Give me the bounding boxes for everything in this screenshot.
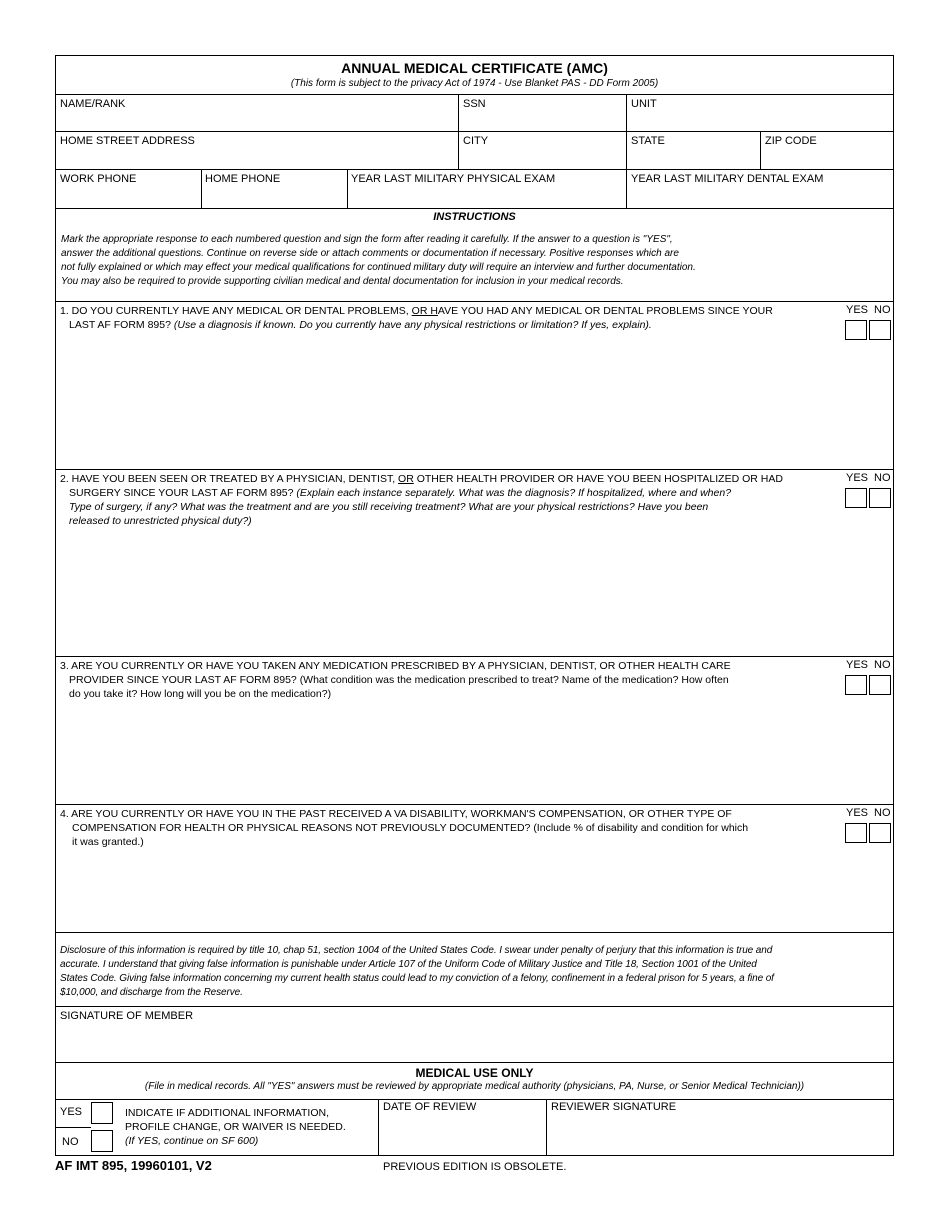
q1-yes-checkbox[interactable] [845,320,867,340]
form-id: AF IMT 895, 19960101, V2 [55,1158,212,1173]
date-review-field[interactable] [379,1114,546,1154]
reviewer-signature-label: REVIEWER SIGNATURE [551,1101,677,1113]
q2-yes-label: YES [846,472,869,484]
name-rank-label: NAME/RANK [60,98,126,110]
q4-no-checkbox[interactable] [869,823,891,843]
q4-yes-label: YES [846,807,869,819]
city-field[interactable] [459,146,626,168]
city-label: CITY [463,135,489,147]
q3-answer-area[interactable] [56,706,836,801]
home-street-label: HOME STREET ADDRESS [60,135,195,147]
medical-no-label: NO [62,1136,79,1148]
disclosure-statement: Disclosure of this information is required by title 10, chap 51, section 1004 of the United States Code. I swear under penalty of perjury that this information is true and accurate. I understand that giving false information is punishable under Article 107 of the Uniform Code of Military Justice and Title 18, Section 1001 of the United States Code. Giving false information concerning my current health status could lead to my conviction of a felony, confinement in a federal prison for 5 years, a fine of $10,000, and discharge from the Reserve. [60,945,774,998]
q3-yes-label: YES [846,659,869,671]
medical-yes-checkbox[interactable] [91,1102,113,1124]
q2-no-label: NO [874,472,891,484]
q2-no-checkbox[interactable] [869,488,891,508]
q2-answer-area[interactable] [56,531,836,651]
medical-yes-label: YES [60,1106,83,1118]
reviewer-signature-field[interactable] [547,1114,892,1154]
form-subtitle: (This form is subject to the privacy Act of 1974 - Use Blanket PAS - DD Form 2005) [290,78,659,89]
q1-no-label: NO [874,304,891,316]
work-phone-field[interactable] [56,184,201,208]
medical-certificate-form [55,55,894,1156]
instructions-text: Mark the appropriate response to each numbered question and sign the form after reading it carefully. If the answer to a question is "YES", answer the additional questions. Continue on reverse side or attach comments or documentation if necessary. Positive responses which are not fully explained or which may effect your medical qualifications for continued military duty will require an interview and further documentation. You may also be required to provide supporting civilian medical and dental documentation for inclusion in your medical records. [61,234,696,287]
q1-no-checkbox[interactable] [869,320,891,340]
home-phone-field[interactable] [202,184,347,208]
ssn-label: SSN [463,98,486,110]
form-title: ANNUAL MEDICAL CERTIFICATE (AMC) [341,60,608,76]
q2-yes-checkbox[interactable] [845,488,867,508]
year-physical-field[interactable] [348,184,626,208]
question-3: 3. ARE YOU CURRENTLY OR HAVE YOU TAKEN ANY MEDICATION PRESCRIBED BY A PHYSICIAN, DENTIST, OR OTHER HEALTH CARE PROVIDER SINCE YOUR LAST AF FORM 895? (What condition was the medication prescribed to treat? Name of the medication? How often do you take it? How long will you be on the medication?) [60,660,731,700]
name-rank-field[interactable] [56,108,458,130]
home-street-field[interactable] [56,146,458,168]
question-1: 1. DO YOU CURRENTLY HAVE ANY MEDICAL OR DENTAL PROBLEMS, OR HAVE YOU HAD ANY MEDICAL OR DENTAL PROBLEMS SINCE YOUR LAST AF FORM 895? (Use a diagnosis if known. Do you currently have any physical restrictions or limitation? If yes, explain). [60,305,773,331]
unit-field[interactable] [627,108,893,130]
year-physical-label: YEAR LAST MILITARY PHYSICAL EXAM [351,173,556,185]
medical-no-checkbox[interactable] [91,1130,113,1152]
q3-yes-checkbox[interactable] [845,675,867,695]
medical-indicate-text: INDICATE IF ADDITIONAL INFORMATION, PROFILE CHANGE, OR WAIVER IS NEEDED. (If YES, continue on SF 600) [125,1107,346,1147]
unit-label: UNIT [631,98,657,110]
home-phone-label: HOME PHONE [205,173,281,185]
q1-yes-label: YES [846,304,869,316]
ssn-field[interactable] [459,108,626,130]
q3-no-label: NO [874,659,891,671]
zip-field[interactable] [761,146,893,168]
q3-no-checkbox[interactable] [869,675,891,695]
year-dental-label: YEAR LAST MILITARY DENTAL EXAM [631,173,824,185]
year-dental-field[interactable] [627,184,893,208]
obsolete-notice: PREVIOUS EDITION IS OBSOLETE. [383,1161,567,1173]
q1-answer-area[interactable] [56,336,836,466]
question-4: 4. ARE YOU CURRENTLY OR HAVE YOU IN THE PAST RECEIVED A VA DISABILITY, WORKMAN'S COMPENSATION, OR OTHER TYPE OF COMPENSATION FOR HEALTH OR PHYSICAL REASONS NOT PREVIOUSLY DOCUMENTED? (Include % of disability and condition for which it was granted.) [60,808,749,848]
medical-use-sub: (File in medical records. All "YES" answers must be reviewed by appropriate medical authority (physicians, PA, Nurse, or Senior Medical Technician)) [144,1081,805,1092]
question-2: 2. HAVE YOU BEEN SEEN OR TREATED BY A PHYSICIAN, DENTIST, OR OTHER HEALTH PROVIDER OR HAVE YOU BEEN HOSPITALIZED OR HAD SURGERY SINCE YOUR LAST AF FORM 895? (Explain each instance separately. What was the diagnosis? If hospitalized, where and when? Type of surgery, if any? What was the treatment and are you still receiving treatment? What are your physical restrictions? Have you been released to unrestricted physical duty?) [60,473,783,527]
instructions-heading: INSTRUCTIONS [433,211,516,223]
q4-no-label: NO [874,807,891,819]
state-field[interactable] [627,146,760,168]
work-phone-label: WORK PHONE [60,173,137,185]
signature-label: SIGNATURE OF MEMBER [60,1010,194,1022]
q4-answer-area[interactable] [56,851,836,931]
q4-yes-checkbox[interactable] [845,823,867,843]
date-review-label: DATE OF REVIEW [383,1101,477,1113]
zip-label: ZIP CODE [765,135,817,147]
state-label: STATE [631,135,665,147]
medical-use-heading: MEDICAL USE ONLY [415,1066,534,1080]
member-signature-field[interactable] [56,1022,893,1062]
